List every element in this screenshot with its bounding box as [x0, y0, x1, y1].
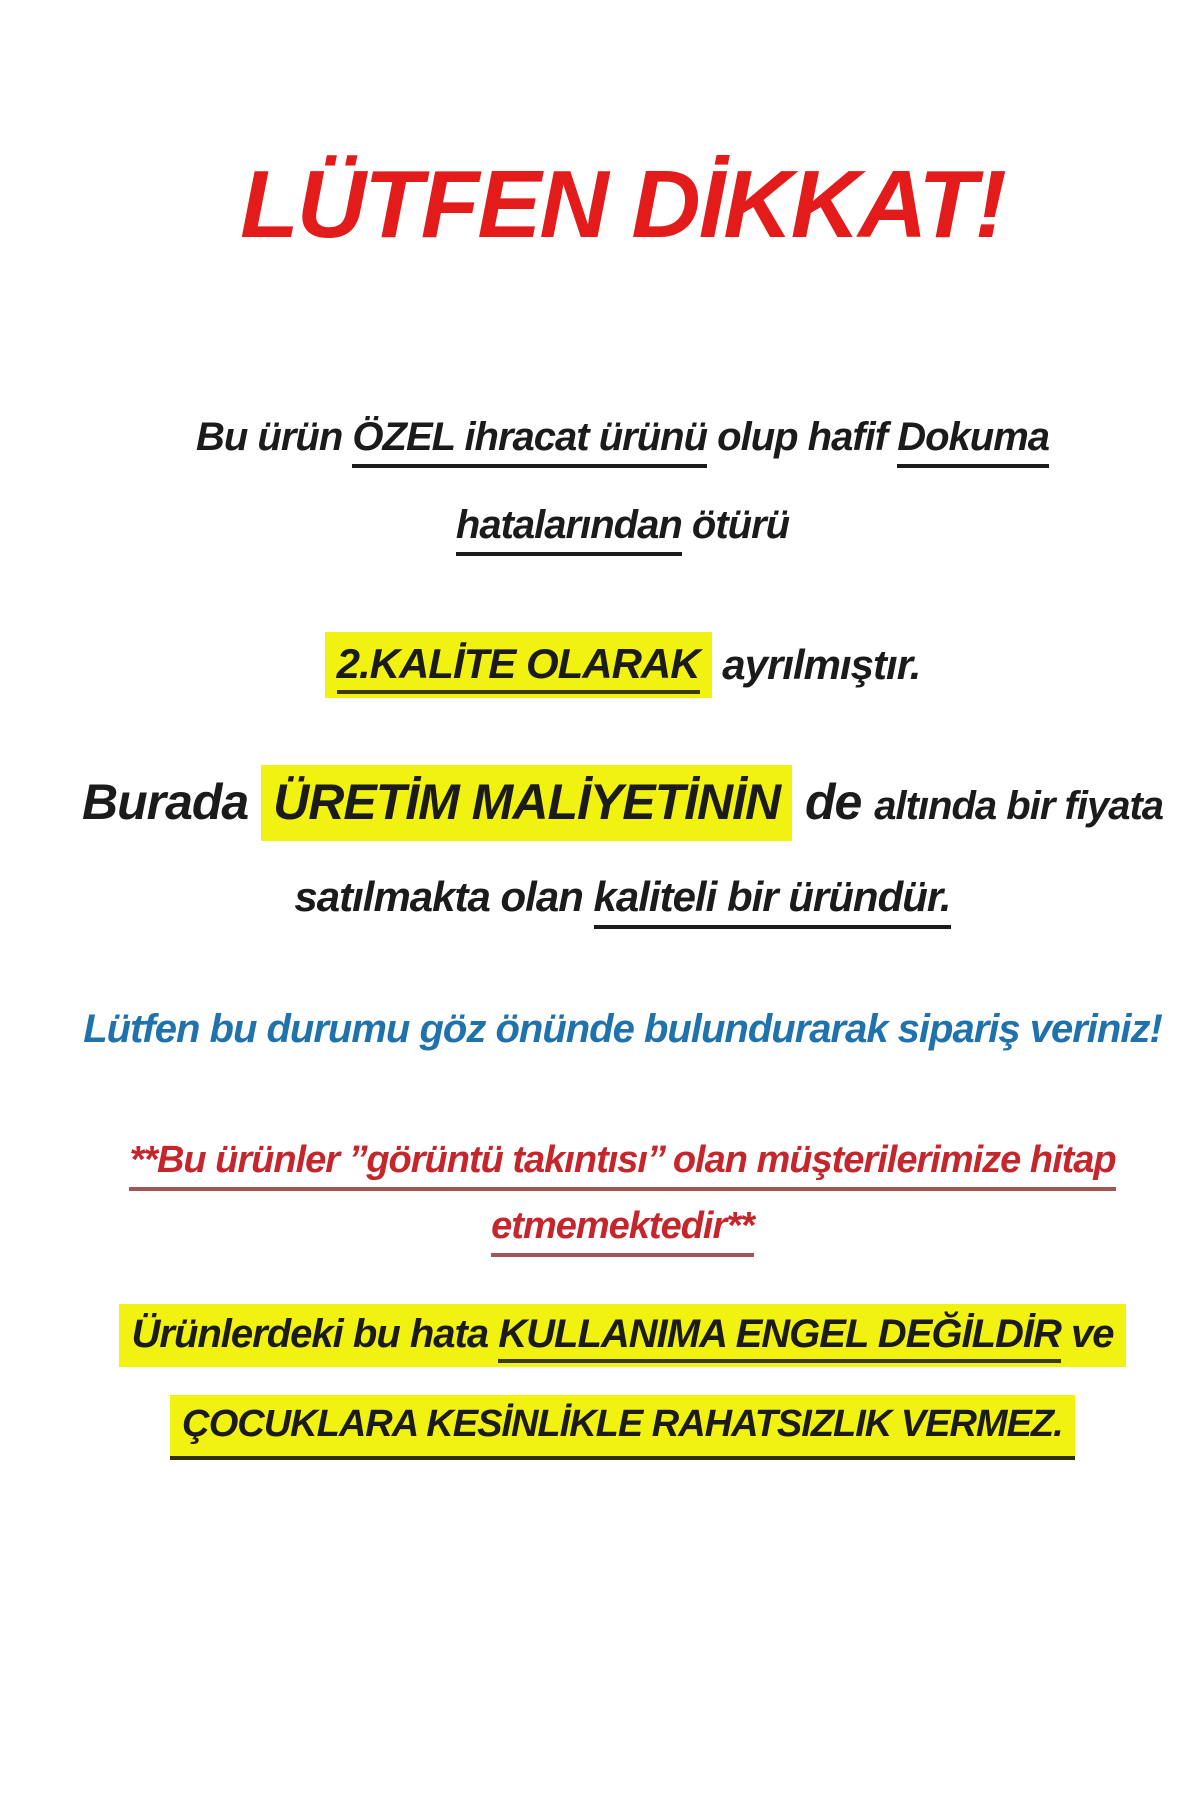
red-warning-line-1	[45, 1139, 1200, 1195]
text-run-underlined: hatalarından	[456, 503, 682, 556]
yellow-note-line-2	[45, 1393, 1200, 1461]
text-run-underlined: Dokuma	[897, 415, 1049, 468]
product-info-line-2	[45, 503, 1200, 563]
highlighted-run	[325, 632, 712, 698]
order-note-text: Lütfen bu durumu göz önünde bulundurarak sipariş veriniz!	[83, 1007, 1162, 1051]
text-run-underlined: kaliteli bir üründür.	[594, 873, 951, 929]
text-run: Ürünlerdeki bu hata	[131, 1311, 499, 1356]
text-run: Burada	[81, 774, 262, 830]
highlighted-run	[119, 1304, 1125, 1367]
notice-title-line	[45, 140, 1200, 270]
notice-title: LÜTFEN DİKKAT!	[240, 151, 1005, 258]
text-run-highlight-underlined: 2.KALİTE OLARAK	[337, 640, 700, 694]
red-warning-text: **Bu ürünler ’’görüntü takıntısı’’ olan müşterilerimize hitap	[129, 1139, 1115, 1191]
red-warning-text: etmemektedir**	[491, 1205, 754, 1257]
text-run: de	[792, 774, 875, 830]
text-run-highlight-underlined: KULLANIMA ENGEL DEĞİLDİR	[498, 1312, 1061, 1363]
text-run: ayrılmıştır.	[711, 641, 921, 688]
yellow-note-line-1	[45, 1301, 1200, 1369]
text-run: satılmakta olan	[294, 873, 594, 920]
quality-line	[45, 628, 1200, 702]
text-run: Bu ürün	[195, 415, 353, 459]
text-run: olup hafif	[707, 415, 898, 459]
text-run: ötürü	[681, 503, 790, 547]
text-run: ve	[1060, 1311, 1114, 1356]
red-warning-line-2	[45, 1205, 1200, 1261]
order-note-line	[45, 1007, 1200, 1063]
text-run-underlined: ÖZEL ihracat ürünü	[352, 415, 707, 468]
cost-line-1	[45, 765, 1200, 839]
text-run-highlight-underlined: ÇOCUKLARA KESİNLİKLE RAHATSIZLIK VERMEZ.	[170, 1395, 1074, 1460]
text-run-highlighted: ÜRETİM MALİYETİNİN	[261, 765, 792, 841]
cost-line-2	[45, 873, 1200, 933]
text-run: altında bir fiyata	[874, 784, 1164, 828]
product-info-line-1	[45, 415, 1200, 475]
